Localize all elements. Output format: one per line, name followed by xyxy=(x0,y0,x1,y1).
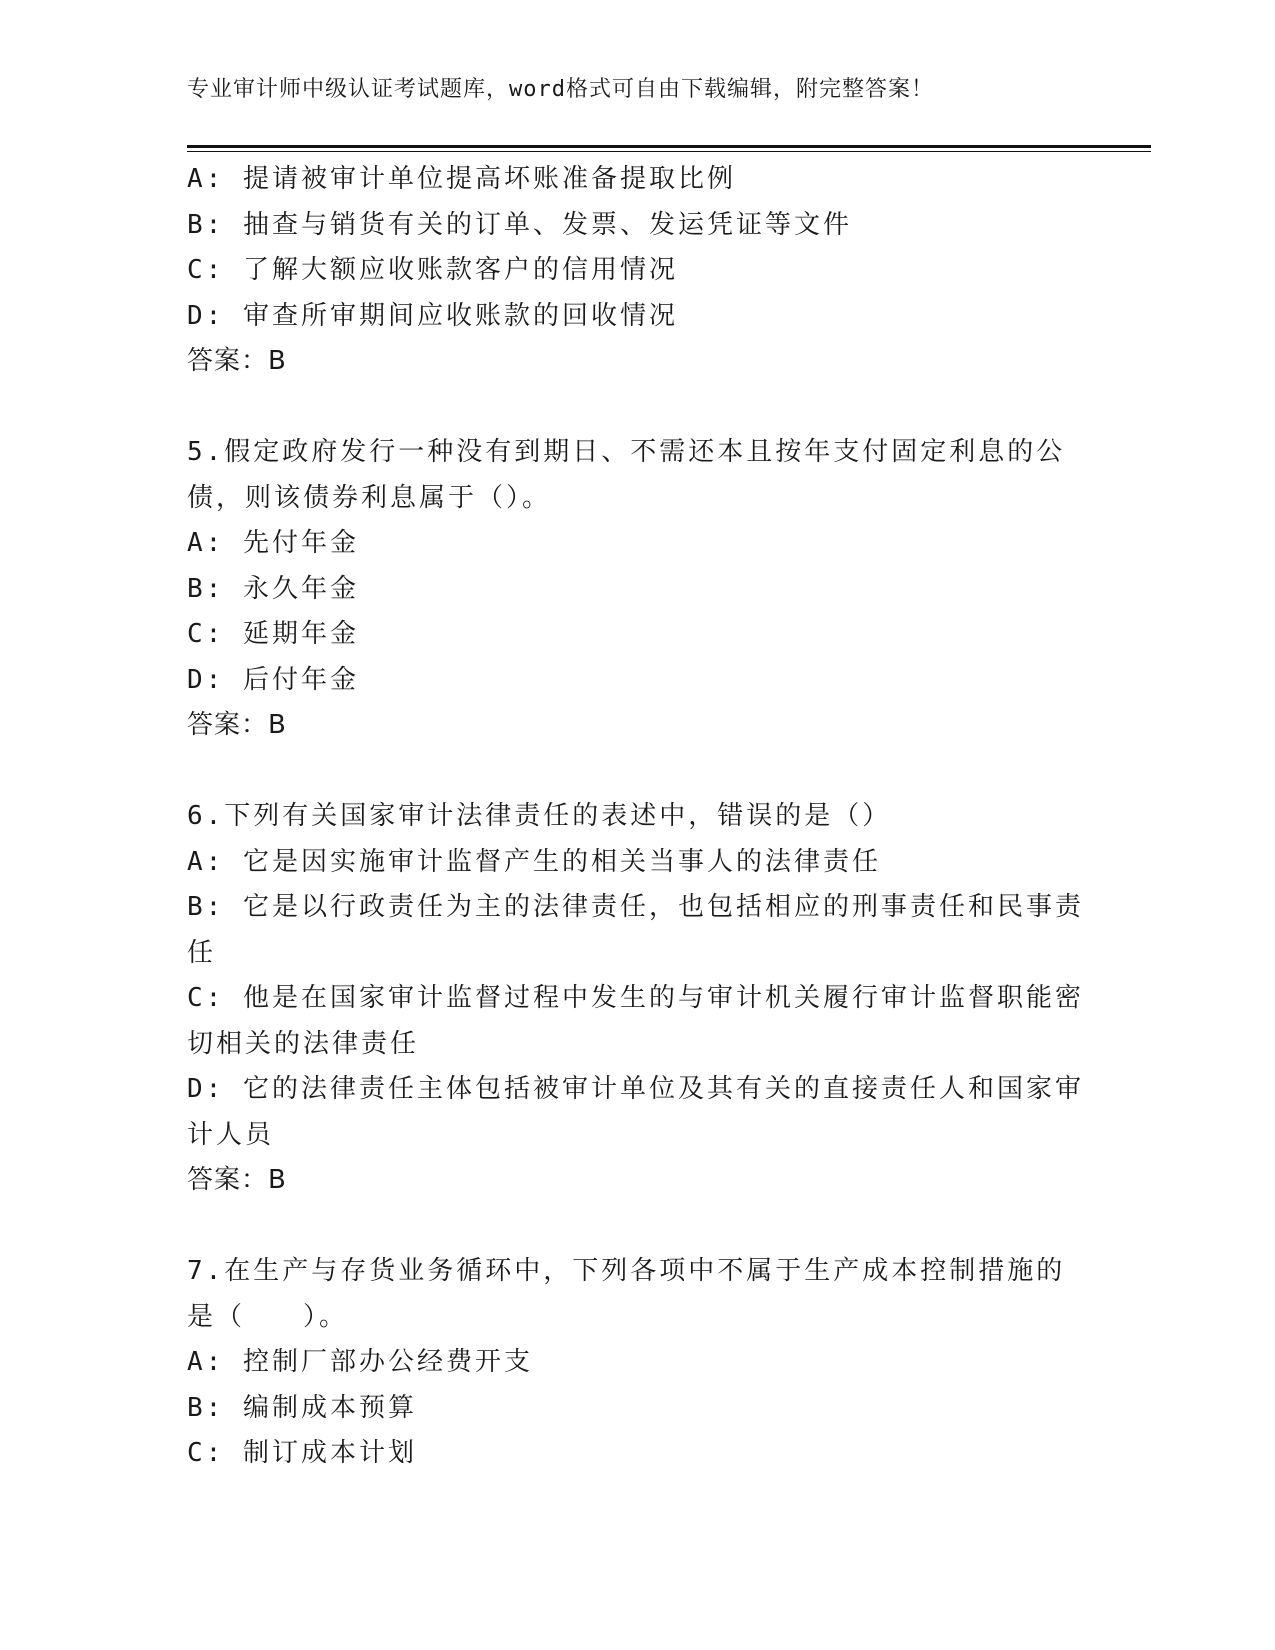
question-stem-line: 债，则该债券利息属于（）。 xyxy=(187,482,552,513)
question-content xyxy=(187,157,1087,1477)
question-4-options xyxy=(187,157,1087,385)
question-stem-line: 是（ ）。 xyxy=(187,1301,349,1332)
question-5 xyxy=(187,430,1087,749)
question-stem-line: 6.下列有关国家审计法律责任的表述中，错误的是（） xyxy=(187,801,892,831)
header-divider-thin xyxy=(187,151,1151,152)
spacer xyxy=(187,749,1087,795)
question-7 xyxy=(187,1249,1087,1477)
option-b: B: 编制成本预算 xyxy=(187,1392,417,1423)
option-b: B: 永久年金 xyxy=(187,573,359,604)
option-b-continued: 任 xyxy=(187,937,217,968)
page-header: 专业审计师中级认证考试题库，word格式可自由下载编辑，附完整答案！ xyxy=(187,77,934,102)
header-divider-thick xyxy=(187,145,1151,148)
answer-line: 答案：B xyxy=(187,346,287,376)
option-a: A: 控制厂部办公经费开支 xyxy=(187,1347,533,1377)
option-c: C: 他是在国家审计监督过程中发生的与审计机关履行审计监督职能密 xyxy=(187,983,1084,1013)
option-a: A: 先付年金 xyxy=(187,528,359,558)
option-d-continued: 计人员 xyxy=(187,1119,275,1150)
answer-line: 答案：B xyxy=(187,710,287,740)
spacer xyxy=(187,385,1087,431)
option-c: C: 制订成本计划 xyxy=(187,1438,417,1468)
spacer xyxy=(187,1204,1087,1250)
option-a: A: 它是因实施审计监督产生的相关当事人的法律责任 xyxy=(187,846,881,877)
option-c: C: 了解大额应收账款客户的信用情况 xyxy=(187,255,678,285)
option-a: A: 提请被审计单位提高坏账准备提取比例 xyxy=(187,164,736,194)
option-b: B: 抽查与销货有关的订单、发票、发运凭证等文件 xyxy=(187,209,852,240)
option-c: C: 延期年金 xyxy=(187,619,359,649)
option-c-continued: 切相关的法律责任 xyxy=(187,1028,420,1059)
answer-line: 答案：B xyxy=(187,1165,287,1195)
option-d: D: 审查所审期间应收账款的回收情况 xyxy=(187,300,678,331)
option-d: D: 后付年金 xyxy=(187,664,359,695)
question-stem-line: 7.在生产与存货业务循环中，下列各项中不属于生产成本控制措施的 xyxy=(187,1256,1066,1286)
option-b: B: 它是以行政责任为主的法律责任，也包括相应的刑事责任和民事责 xyxy=(187,892,1084,922)
header-divider xyxy=(187,145,1151,154)
question-6 xyxy=(187,794,1087,1204)
question-stem-line: 5.假定政府发行一种没有到期日、不需还本且按年支付固定利息的公 xyxy=(187,437,1066,467)
option-d: D: 它的法律责任主体包括被审计单位及其有关的直接责任人和国家审 xyxy=(187,1074,1084,1104)
